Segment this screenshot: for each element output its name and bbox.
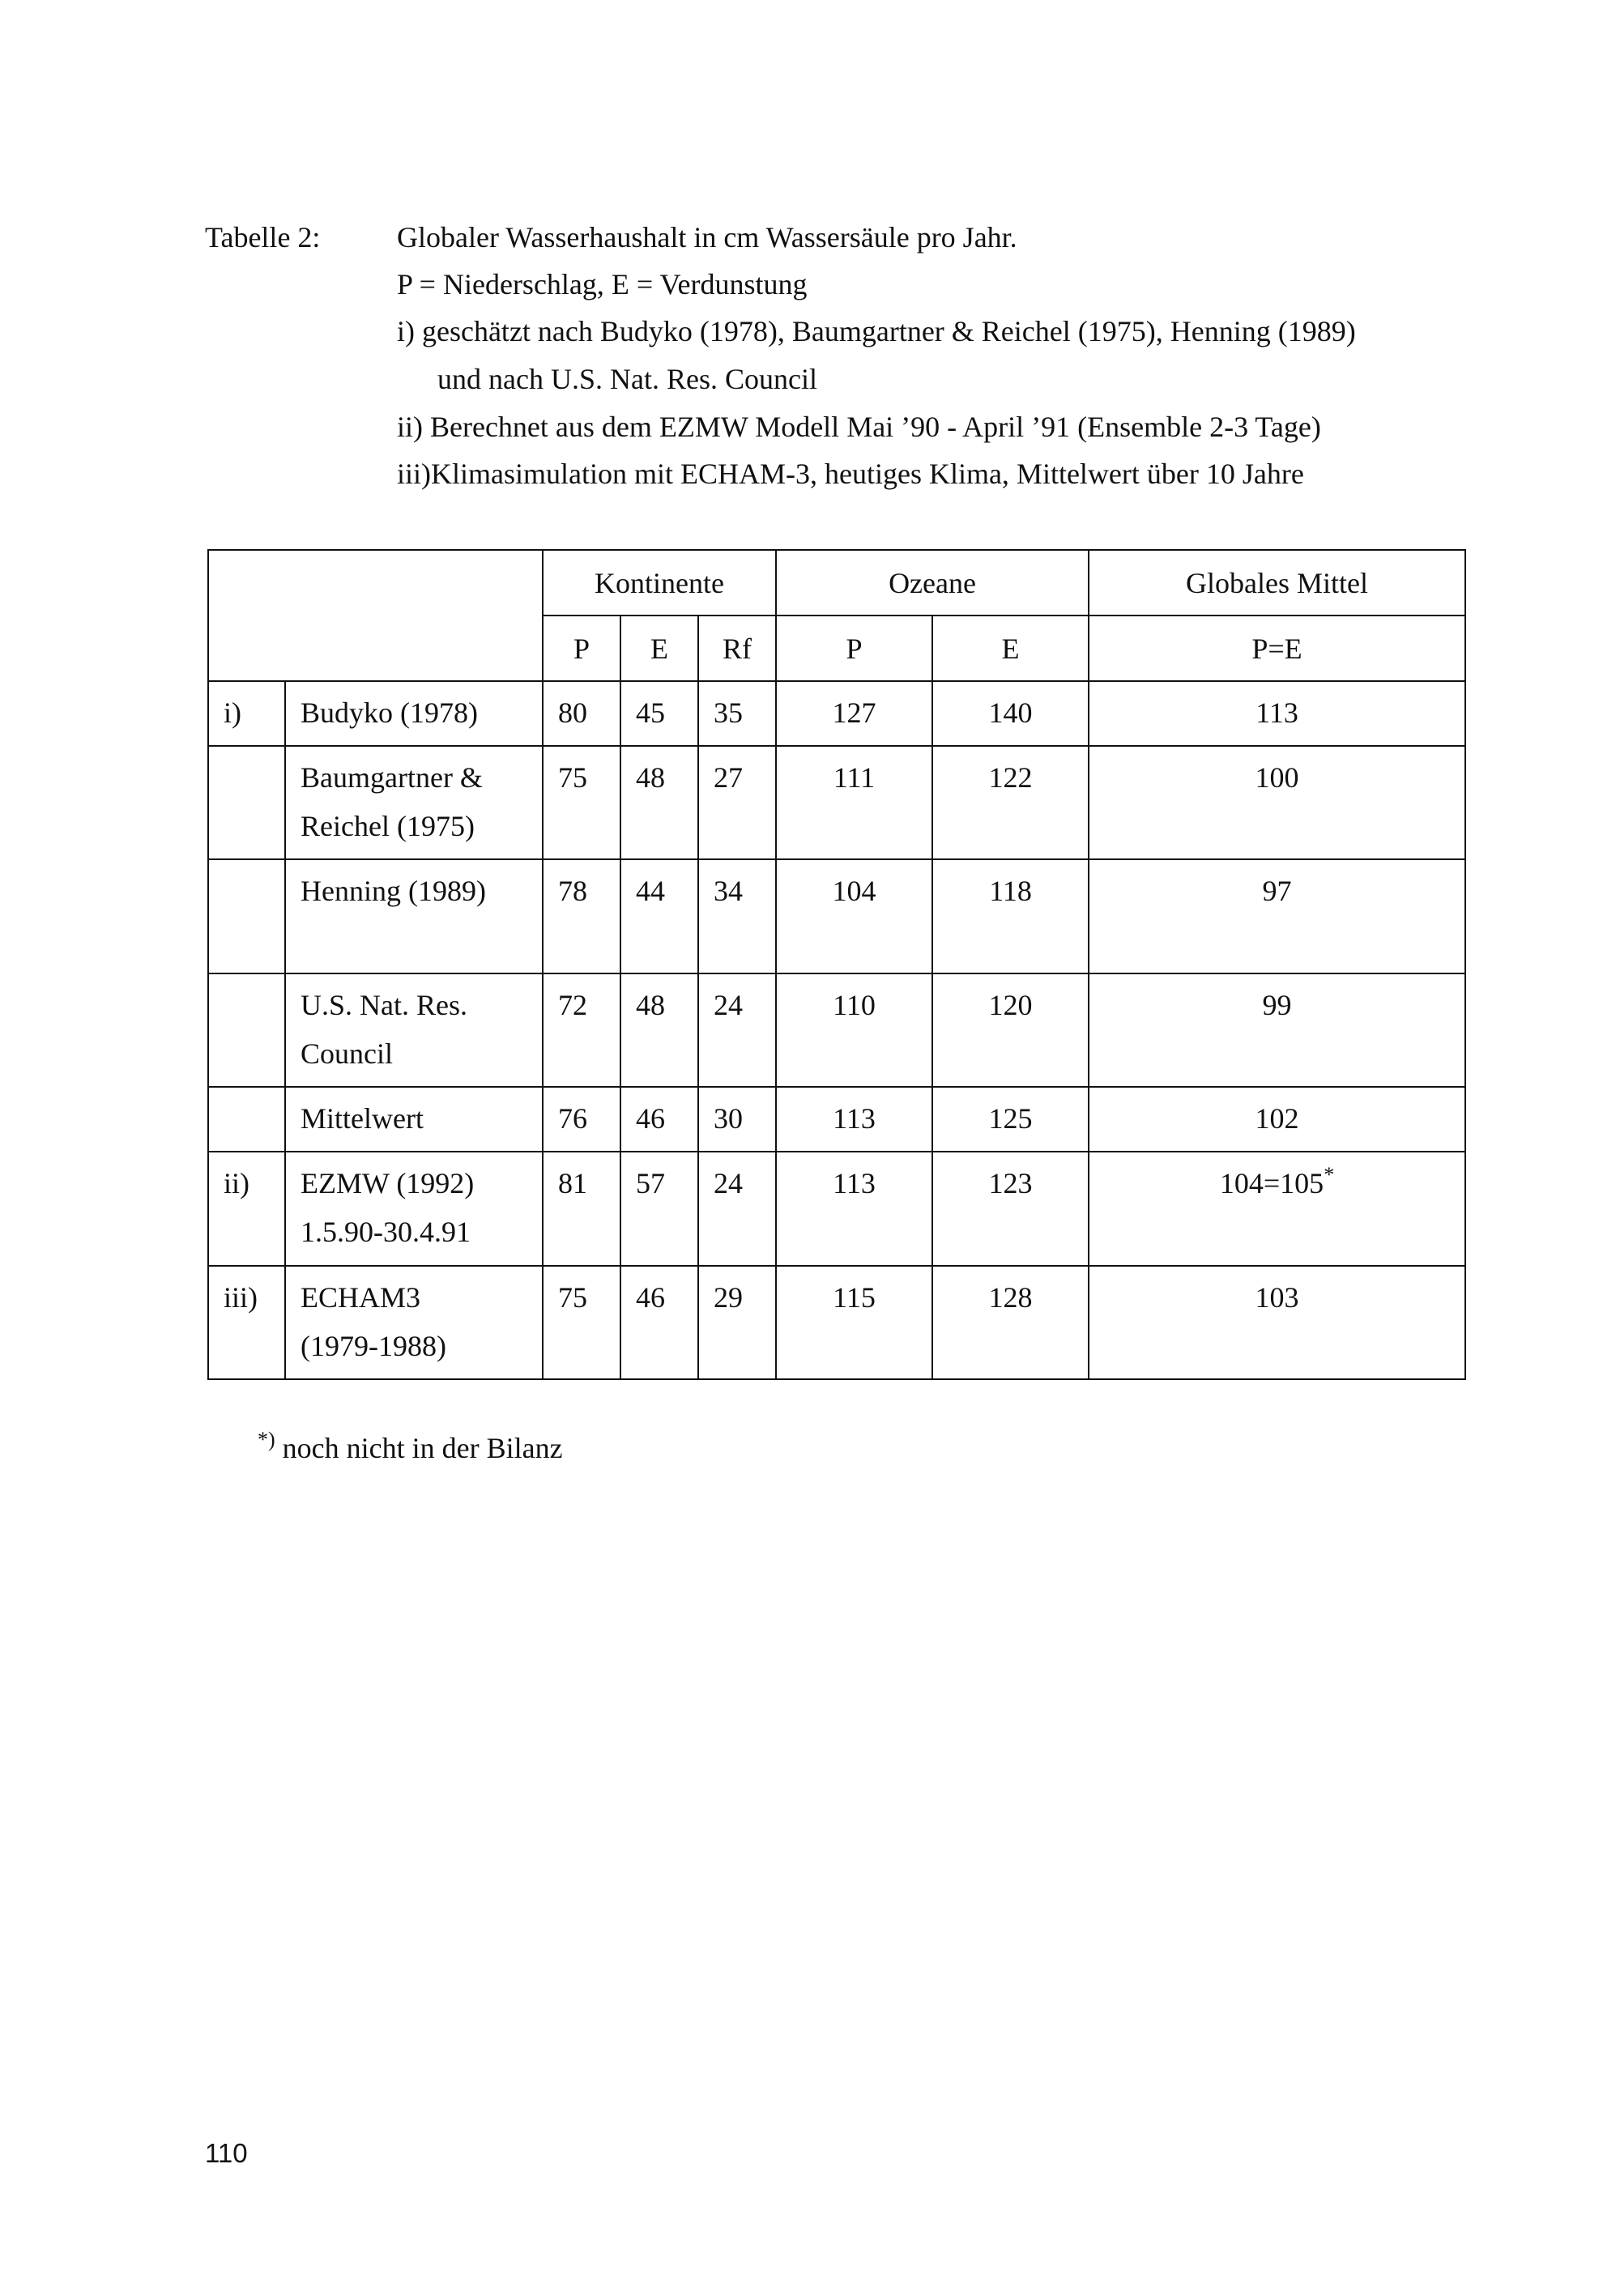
row-group-label bbox=[208, 973, 285, 1087]
header-cont-e: E bbox=[620, 616, 698, 681]
row-source bbox=[285, 859, 543, 973]
cont-e-value: 46 bbox=[620, 1266, 698, 1379]
row-source-line: Reichel (1975) bbox=[301, 810, 475, 842]
row-source bbox=[285, 1266, 543, 1379]
cont-rf-value: 29 bbox=[698, 1266, 776, 1379]
global-mean-number: 113 bbox=[1256, 696, 1298, 729]
ocean-p-value: 113 bbox=[776, 1087, 932, 1152]
table-row bbox=[208, 1152, 1465, 1266]
ocean-p-value: 115 bbox=[776, 1266, 932, 1379]
table-row bbox=[208, 1266, 1465, 1379]
cont-p-value: 81 bbox=[543, 1152, 620, 1266]
caption-line: P = Niederschlag, E = Verdunstung bbox=[397, 268, 808, 300]
row-source-line: U.S. Nat. Res. bbox=[301, 989, 467, 1021]
row-group-label: ii) bbox=[208, 1152, 285, 1266]
row-source-line: EZMW (1992) bbox=[301, 1167, 475, 1199]
caption-line: i) geschätzt nach Budyko (1978), Baumgartner & Reichel (1975), Henning (1989) bbox=[397, 315, 1356, 347]
header-ocean-p: P bbox=[776, 616, 932, 681]
header-cont-rf: Rf bbox=[698, 616, 776, 681]
caption-label: Tabelle 2: bbox=[205, 221, 321, 253]
table-row bbox=[208, 746, 1465, 859]
row-source bbox=[285, 1152, 543, 1266]
ocean-e-value: 122 bbox=[932, 746, 1089, 859]
global-mean-number: 104=105 bbox=[1219, 1167, 1324, 1199]
table-row bbox=[208, 973, 1465, 1087]
ocean-p-value: 110 bbox=[776, 973, 932, 1087]
caption-line: Globaler Wasserhaushalt in cm Wassersäule pro Jahr. bbox=[397, 221, 1017, 253]
cont-p-value: 76 bbox=[543, 1087, 620, 1152]
cont-rf-value: 34 bbox=[698, 859, 776, 973]
footnote-text: noch nicht in der Bilanz bbox=[282, 1432, 563, 1464]
cont-e-value: 45 bbox=[620, 681, 698, 746]
row-source-line: Baumgartner & bbox=[301, 761, 483, 794]
row-group-label bbox=[208, 859, 285, 973]
caption-line: und nach U.S. Nat. Res. Council bbox=[437, 363, 817, 395]
cont-rf-value: 24 bbox=[698, 973, 776, 1087]
caption-text bbox=[397, 214, 1547, 497]
cont-p-value: 78 bbox=[543, 859, 620, 973]
row-group-label: i) bbox=[208, 681, 285, 746]
cont-rf-value: 35 bbox=[698, 681, 776, 746]
global-mean-value bbox=[1089, 1266, 1465, 1379]
header-continents: Kontinente bbox=[543, 550, 776, 616]
row-group-label: iii) bbox=[208, 1266, 285, 1379]
cont-e-value: 57 bbox=[620, 1152, 698, 1266]
page-number: 110 bbox=[205, 2138, 248, 2168]
ocean-e-value: 128 bbox=[932, 1266, 1089, 1379]
not-in-balance-note-mark: * bbox=[1324, 1163, 1335, 1186]
footnote bbox=[258, 1416, 563, 1472]
header-global-pe: P=E bbox=[1089, 616, 1465, 681]
header-ocean-e: E bbox=[932, 616, 1089, 681]
global-mean-number: 103 bbox=[1255, 1281, 1299, 1314]
row-source bbox=[285, 746, 543, 859]
global-mean-value bbox=[1089, 973, 1465, 1087]
cont-p-value: 80 bbox=[543, 681, 620, 746]
row-source-line: Budyko (1978) bbox=[301, 696, 478, 729]
ocean-p-value: 111 bbox=[776, 746, 932, 859]
cont-e-value: 48 bbox=[620, 746, 698, 859]
header-corner-cell bbox=[208, 550, 543, 681]
global-mean-value bbox=[1089, 859, 1465, 973]
cont-rf-value: 24 bbox=[698, 1152, 776, 1266]
ocean-e-value: 125 bbox=[932, 1087, 1089, 1152]
ocean-e-value: 120 bbox=[932, 973, 1089, 1087]
row-source bbox=[285, 973, 543, 1087]
row-source-line: ECHAM3 bbox=[301, 1281, 421, 1314]
row-source bbox=[285, 1087, 543, 1152]
cont-e-value: 44 bbox=[620, 859, 698, 973]
caption-line: iii)Klimasimulation mit ECHAM-3, heutiges Klima, Mittelwert über 10 Jahre bbox=[397, 458, 1304, 490]
ocean-p-value: 127 bbox=[776, 681, 932, 746]
row-source-line: 1.5.90-30.4.91 bbox=[301, 1216, 471, 1248]
group-header-row bbox=[208, 550, 1465, 616]
ocean-p-value: 113 bbox=[776, 1152, 932, 1266]
global-mean-value bbox=[1089, 1087, 1465, 1152]
ocean-p-value: 104 bbox=[776, 859, 932, 973]
footnote-mark: *) bbox=[258, 1428, 275, 1451]
ocean-e-value: 123 bbox=[932, 1152, 1089, 1266]
water-balance-table bbox=[207, 549, 1466, 1380]
global-mean-value bbox=[1089, 1152, 1465, 1266]
cont-p-value: 75 bbox=[543, 746, 620, 859]
cont-rf-value: 30 bbox=[698, 1087, 776, 1152]
caption-line: ii) Berechnet aus dem EZMW Modell Mai ’90 - April ’91 (Ensemble 2-3 Tage) bbox=[397, 411, 1321, 443]
ocean-e-value: 118 bbox=[932, 859, 1089, 973]
table-row bbox=[208, 859, 1465, 973]
ocean-e-value: 140 bbox=[932, 681, 1089, 746]
global-mean-value bbox=[1089, 681, 1465, 746]
cont-e-value: 46 bbox=[620, 1087, 698, 1152]
row-group-label bbox=[208, 746, 285, 859]
global-mean-number: 99 bbox=[1262, 989, 1292, 1021]
global-mean-value bbox=[1089, 746, 1465, 859]
cont-p-value: 72 bbox=[543, 973, 620, 1087]
row-group-label bbox=[208, 1087, 285, 1152]
cont-p-value: 75 bbox=[543, 1266, 620, 1379]
global-mean-number: 102 bbox=[1255, 1102, 1299, 1135]
row-source-line: (1979-1988) bbox=[301, 1330, 446, 1362]
row-source-line: Mittelwert bbox=[301, 1102, 424, 1135]
header-global-mean: Globales Mittel bbox=[1089, 550, 1465, 616]
table-row bbox=[208, 1087, 1465, 1152]
row-source-line: Council bbox=[301, 1037, 393, 1070]
header-oceans: Ozeane bbox=[776, 550, 1089, 616]
row-source-line: Henning (1989) bbox=[301, 875, 486, 907]
cont-rf-value: 27 bbox=[698, 746, 776, 859]
global-mean-number: 100 bbox=[1255, 761, 1299, 794]
table-row bbox=[208, 681, 1465, 746]
header-cont-p: P bbox=[543, 616, 620, 681]
global-mean-number: 97 bbox=[1262, 875, 1292, 907]
cont-e-value: 48 bbox=[620, 973, 698, 1087]
row-source bbox=[285, 681, 543, 746]
